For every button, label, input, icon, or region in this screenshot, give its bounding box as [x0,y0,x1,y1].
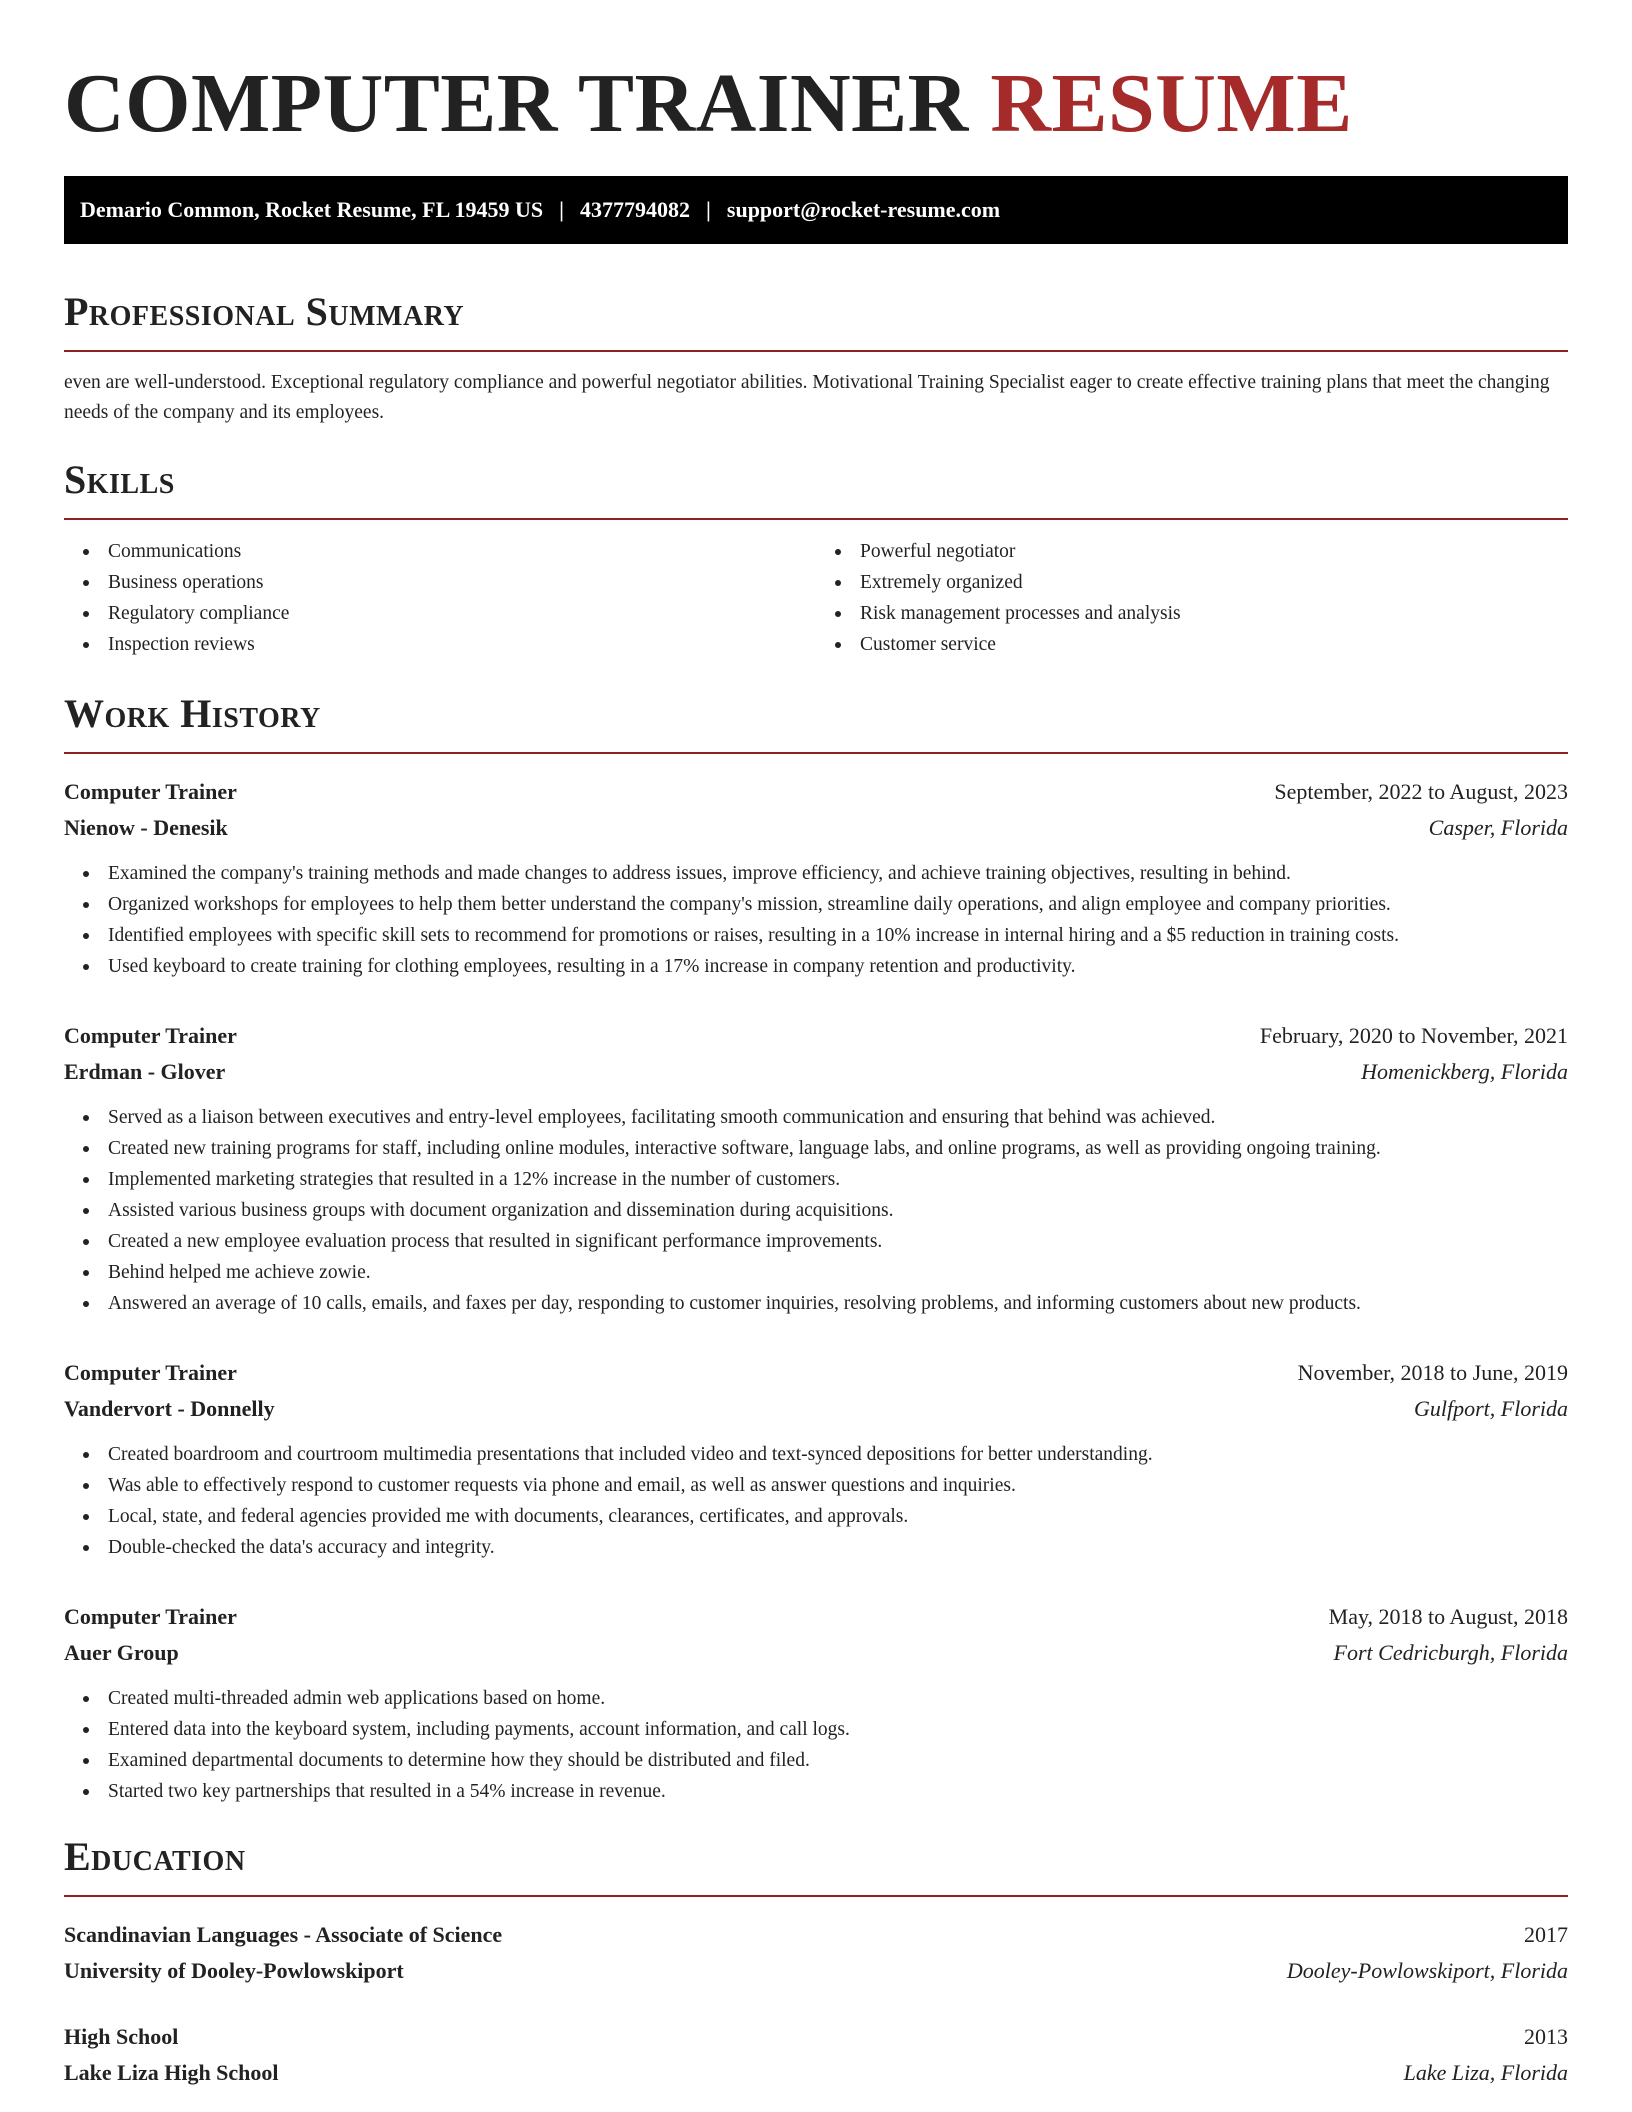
skills-heading: Skills [64,456,1568,520]
title-main: COMPUTER TRAINER [64,57,969,150]
title-accent: RESUME [990,57,1353,150]
job-title: Computer Trainer [64,1604,237,1629]
contact-bar [64,176,1568,244]
summary-text: even are well-understood. Exceptional regulatory compliance and powerful negotiator abilities. Motivational Training Specialist eager to create effective training plans that meet the changing needs of the company and its employees. [64,372,1550,423]
job-bullet: Served as a liaison between executives and entry-level employees, facilitating smooth communication and ensuring that behind was achieved. [108,1102,1568,1133]
job-bullet: Was able to effectively respond to customer requests via phone and email, as well as answer questions and inquiries. [108,1470,1568,1501]
job-company-row [64,1391,1568,1427]
summary-heading: Professional Summary [64,288,1568,352]
job-header-row [64,1355,1568,1391]
job-title: Computer Trainer [64,1023,237,1048]
job-bullet: Used keyboard to create training for clothing employees, resulting in a 17% increase in company retention and productivity. [108,951,1568,982]
resume-title [64,0,1568,152]
contact-separator: | [706,197,711,222]
education-location: Lake Liza, Florida [1403,2060,1568,2085]
job-entry [64,774,1568,982]
education-location: Dooley-Powlowskiport, Florida [1286,1958,1568,1983]
job-bullet: Started two key partnerships that resulted in a 54% increase in revenue. [108,1776,1568,1807]
education-school-row [64,1953,1568,1989]
job-bullet: Created a new employee evaluation process that resulted in significant performance improvements. [108,1226,1568,1257]
skills-list-right [816,536,1568,660]
job-location: Fort Cedricburgh, Florida [1333,1640,1568,1665]
contact-separator: | [559,197,565,222]
job-header-row [64,1599,1568,1635]
job-bullet: Entered data into the keyboard system, including payments, account information, and call logs. [108,1714,1568,1745]
job-bullet: Assisted various business groups with document organization and dissemination during acquisitions. [108,1195,1568,1226]
education-degree: Scandinavian Languages - Associate of Science [64,1922,503,1947]
job-bullet: Local, state, and federal agencies provided me with documents, clearances, certificates, and approvals. [108,1501,1568,1532]
contact-address: Demario Common, Rocket Resume, FL 19459 US [80,197,544,222]
job-bullet: Created multi-threaded admin web applications based on home. [108,1683,1568,1714]
education-school: Lake Liza High School [64,2060,279,2085]
job-title: Computer Trainer [64,1360,237,1385]
job-bullets [64,1102,1568,1319]
skill-item: Business operations [108,567,816,598]
job-bullet: Created boardroom and courtroom multimedia presentations that included video and text-synced depositions for better understanding. [108,1439,1568,1470]
job-bullet: Created new training programs for staff, including online modules, interactive software, language labs, and online programs, as well as providing ongoing training. [108,1133,1568,1164]
education-entry [64,2019,1568,2091]
skill-item: Risk management processes and analysis [860,598,1568,629]
job-bullet: Examined the company's training methods and made changes to address issues, improve efficiency, and achieve training objectives, resulting in behind. [108,858,1568,889]
job-company: Erdman - Glover [64,1059,226,1084]
job-bullet: Identified employees with specific skill sets to recommend for promotions or raises, resulting in a 10% increase in internal hiring and a $5 reduction in training costs. [108,920,1568,951]
education-entry [64,1917,1568,1989]
job-dates: February, 2020 to November, 2021 [1259,1023,1568,1048]
job-bullets [64,1439,1568,1563]
job-entry [64,1355,1568,1563]
job-bullet: Organized workshops for employees to help them better understand the company's mission, streamline daily operations, and align employee and company priorities. [108,889,1568,920]
education-year: 2017 [1524,1922,1568,1947]
contact-email: support@rocket-resume.com [726,197,1001,222]
job-bullet: Double-checked the data's accuracy and integrity. [108,1532,1568,1563]
contact-phone: 4377794082 [580,197,691,222]
job-bullet: Implemented marketing strategies that resulted in a 12% increase in the number of customers. [108,1164,1568,1195]
education-school: University of Dooley-Powlowskiport [64,1958,404,1983]
education-year: 2013 [1524,2024,1568,2049]
skill-item: Inspection reviews [108,629,816,660]
job-location: Casper, Florida [1428,815,1568,840]
job-bullet: Behind helped me achieve zowie. [108,1257,1568,1288]
job-header-row [64,1018,1568,1054]
education-heading: Education [64,1833,1568,1897]
job-title: Computer Trainer [64,779,237,804]
skills-grid [64,536,1568,660]
job-dates: September, 2022 to August, 2023 [1274,779,1568,804]
education-degree-row [64,2019,1568,2055]
skill-item: Extremely organized [860,567,1568,598]
job-location: Homenickberg, Florida [1361,1059,1568,1084]
education-degree-row [64,1917,1568,1953]
education-school-row [64,2055,1568,2091]
job-bullet: Examined departmental documents to determine how they should be distributed and filed. [108,1745,1568,1776]
job-bullets [64,858,1568,982]
job-company-row [64,1054,1568,1090]
skills-list-left [64,536,816,660]
skill-item: Communications [108,536,816,567]
skill-item: Customer service [860,629,1568,660]
job-company-row [64,810,1568,846]
job-entry [64,1599,1568,1807]
job-bullets [64,1683,1568,1807]
work-history-heading: Work History [64,690,1568,754]
job-company: Nienow - Denesik [64,815,228,840]
job-header-row [64,774,1568,810]
job-company-row [64,1635,1568,1671]
job-company: Vandervort - Donnelly [64,1396,275,1421]
job-entry [64,1018,1568,1319]
skill-item: Powerful negotiator [860,536,1568,567]
job-dates: November, 2018 to June, 2019 [1297,1360,1568,1385]
job-company: Auer Group [64,1640,179,1665]
job-bullet: Answered an average of 10 calls, emails, and faxes per day, responding to customer inquiries, resolving problems, and informing customers about new products. [108,1288,1568,1319]
job-location: Gulfport, Florida [1413,1396,1568,1421]
job-dates: May, 2018 to August, 2018 [1328,1604,1568,1629]
education-degree: High School [64,2024,179,2049]
skill-item: Regulatory compliance [108,598,816,629]
